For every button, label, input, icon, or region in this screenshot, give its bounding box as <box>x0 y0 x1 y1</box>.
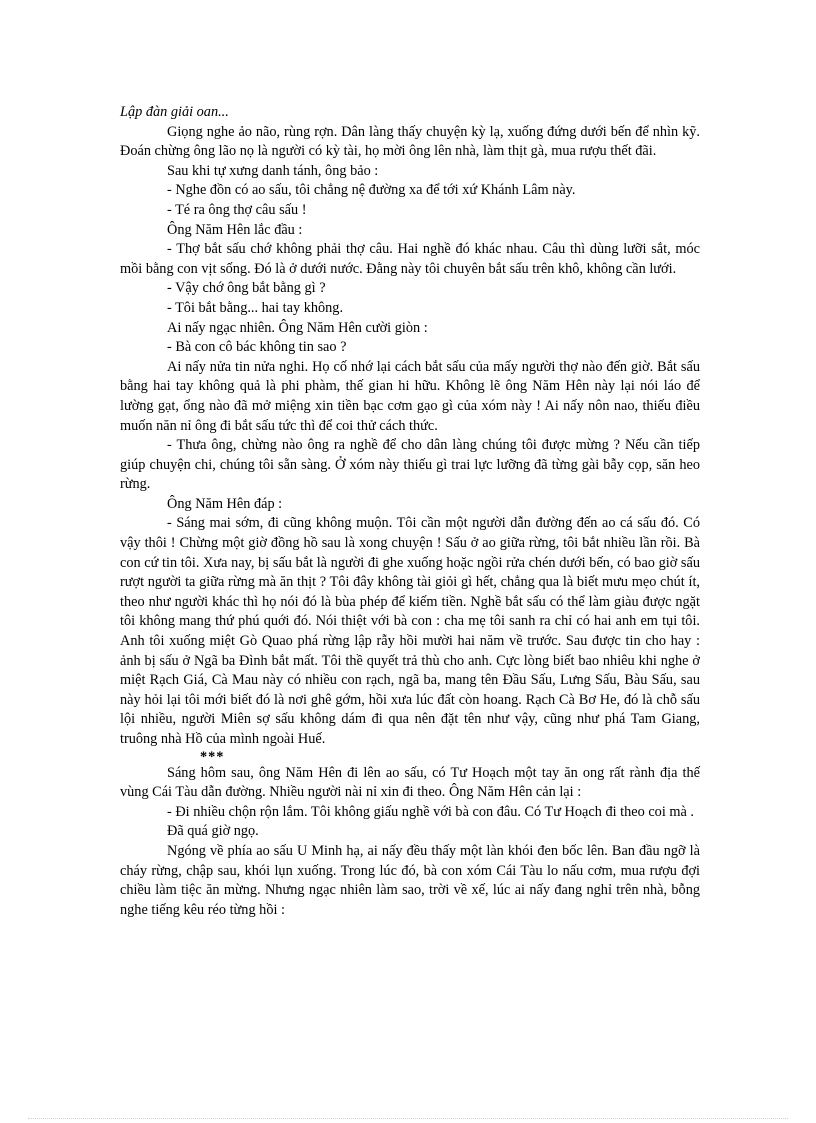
paragraph: Ai nấy nửa tin nửa nghi. Họ cố nhớ lại cách bắt sấu của mấy người thợ nào đến giờ. Bắt sấu bằng hai tay không quả là phi phàm, thế gian hi hữu. Không lẽ ông Năm Hên này lại nói láo để lường gạt, ổng nào đã mở miệng xin tiền bạc cơm gạo gì của xóm này ! Ai nấy nôn nao, thiếu điều muốn năn nỉ ông đi bắt sấu tức thì để coi thử cách thức. <box>120 358 700 434</box>
dialogue-line: - Bà con cô bác không tin sao ? <box>167 339 347 356</box>
paragraph: Đã quá giờ ngọ. <box>167 823 259 840</box>
dialogue-line: - Té ra ông thợ câu sấu ! <box>167 201 307 218</box>
dialogue-line: - Nghe đồn có ao sấu, tôi chẳng nệ đường xa để tới xứ Khánh Lâm này. <box>167 182 576 199</box>
dialogue-line: - Thợ bắt sấu chớ không phải thợ câu. Hai nghề đó khác nhau. Câu thì dùng lưỡi sắt, móc mồi bằng con vịt sống. Đó là ở dưới nước. Đằng này tôi chuyên bắt sấu trên khô, không cần lưới. <box>120 241 700 277</box>
paragraph: Sau khi tự xưng danh tánh, ông bảo : <box>167 162 379 179</box>
paragraph: Giọng nghe ảo não, rùng rợn. Dân làng thấy chuyện kỳ lạ, xuống đứng dưới bến để nhìn kỹ. Đoán chừng ông lão nọ là người có kỳ tài, họ mời ông lên nhà, làm thịt gà, mua rượu thết đãi. <box>120 123 700 160</box>
dialogue-line: - Tôi bắt bằng... hai tay không. <box>167 299 344 316</box>
paragraph: Ông Năm Hên lắc đầu : <box>167 221 303 238</box>
paragraph: Ai nấy ngạc nhiên. Ông Năm Hên cười giòn : <box>167 319 428 336</box>
section-title: Lập đàn giải oan... <box>120 104 229 120</box>
dialogue-line: - Thưa ông, chừng nào ông ra nghề để cho dân làng chúng tôi được mừng ? Nếu cần tiếp giúp chuyện chi, chúng tôi sẵn sàng. Ở xóm này thiếu gì trai lực lưỡng đã từng gài bẫy cọp, săn heo rừng. <box>120 437 700 493</box>
paragraph: Sáng hôm sau, ông Năm Hên đi lên ao sấu, có Tư Hoạch một tay ăn ong rất rành địa thế vùng Cái Tàu dẫn đường. Nhiều người nài nỉ xin đi theo. Ông Năm Hên cản lại : <box>120 764 700 801</box>
page-bottom-rule <box>28 1118 788 1119</box>
dialogue-line: - Đi nhiều chộn rộn lắm. Tôi không giấu nghề với bà con đâu. Có Tư Hoạch đi theo coi mà . <box>167 803 694 820</box>
dialogue-line: - Vậy chớ ông bắt bằng gì ? <box>167 280 326 297</box>
section-separator: *** <box>200 748 225 765</box>
dialogue-line: - Sáng mai sớm, đi cũng không muộn. Tôi cần một người dẫn đường đến ao cá sấu đó. Có vậy thôi ! Chừng một giờ đồng hồ sau là xong chuyện ! Sấu ở ao giữa rừng, tôi bắt nhiều lần rồi. Bà con cứ tin tôi. Xưa nay, bị sấu bắt là người đi ghe xuống hoặc ngồi rửa chén dưới bến, có bao giờ sấu rượt người ta giữa rừng mà ăn thịt ? Tôi đây không tài giỏi gì hết, chẳng qua là biết mưu mẹo chút ít, theo như người khác thì họ nói đó là bùa phép để kiếm tiền. Nghề bắt sấu có thể làm giàu được ngặt tôi không mang thứ phú quới đó. Nói thiệt với bà con : cha mẹ tôi sanh ra chỉ có hai anh em tụi tôi. Anh tôi xuống miệt Gò Quao phá rừng lập rẫy hồi mười hai năm về trước. Sau được tin cho hay : ảnh bị sấu ở Ngã ba Đình bắt mất. Tôi thề quyết trả thù cho anh. Cực lòng biết bao nhiêu khi nghe ở miệt Rạch Giá, Cà Mau này có nhiều con rạch, ngã ba, mang tên Đầu Sấu, Lưng Sấu, Bàu Sấu, sau này hỏi lại tôi mới biết đó là nơi ghê gớm, hồi xưa lúc đất còn hoang. Rạch Cà Bơ He, đó là chỗ sấu lội nhiều, người Miên sợ sấu không dám đi qua nên đặt tên như vậy, cũng như phá Tam Giang, truông nhà Hồ của mình ngoài Huế. <box>120 515 700 747</box>
text-body <box>120 103 700 920</box>
paragraph: Ngóng về phía ao sấu U Minh hạ, ai nấy đều thấy một làn khói đen bốc lên. Ban đầu ngỡ là cháy rừng, chập sau, khói lụn xuống. Trong lúc đó, bà con xóm Cái Tàu lo nấu cơm, mua rượu đợi chiều làm tiệc ăn mừng. Nhưng ngạc nhiên làm sao, trời về xế, lúc ai nấy đang nghỉ trên nhà, bỗng nghe tiếng kêu réo từng hồi : <box>120 842 700 918</box>
paragraph: Ông Năm Hên đáp : <box>167 495 283 512</box>
